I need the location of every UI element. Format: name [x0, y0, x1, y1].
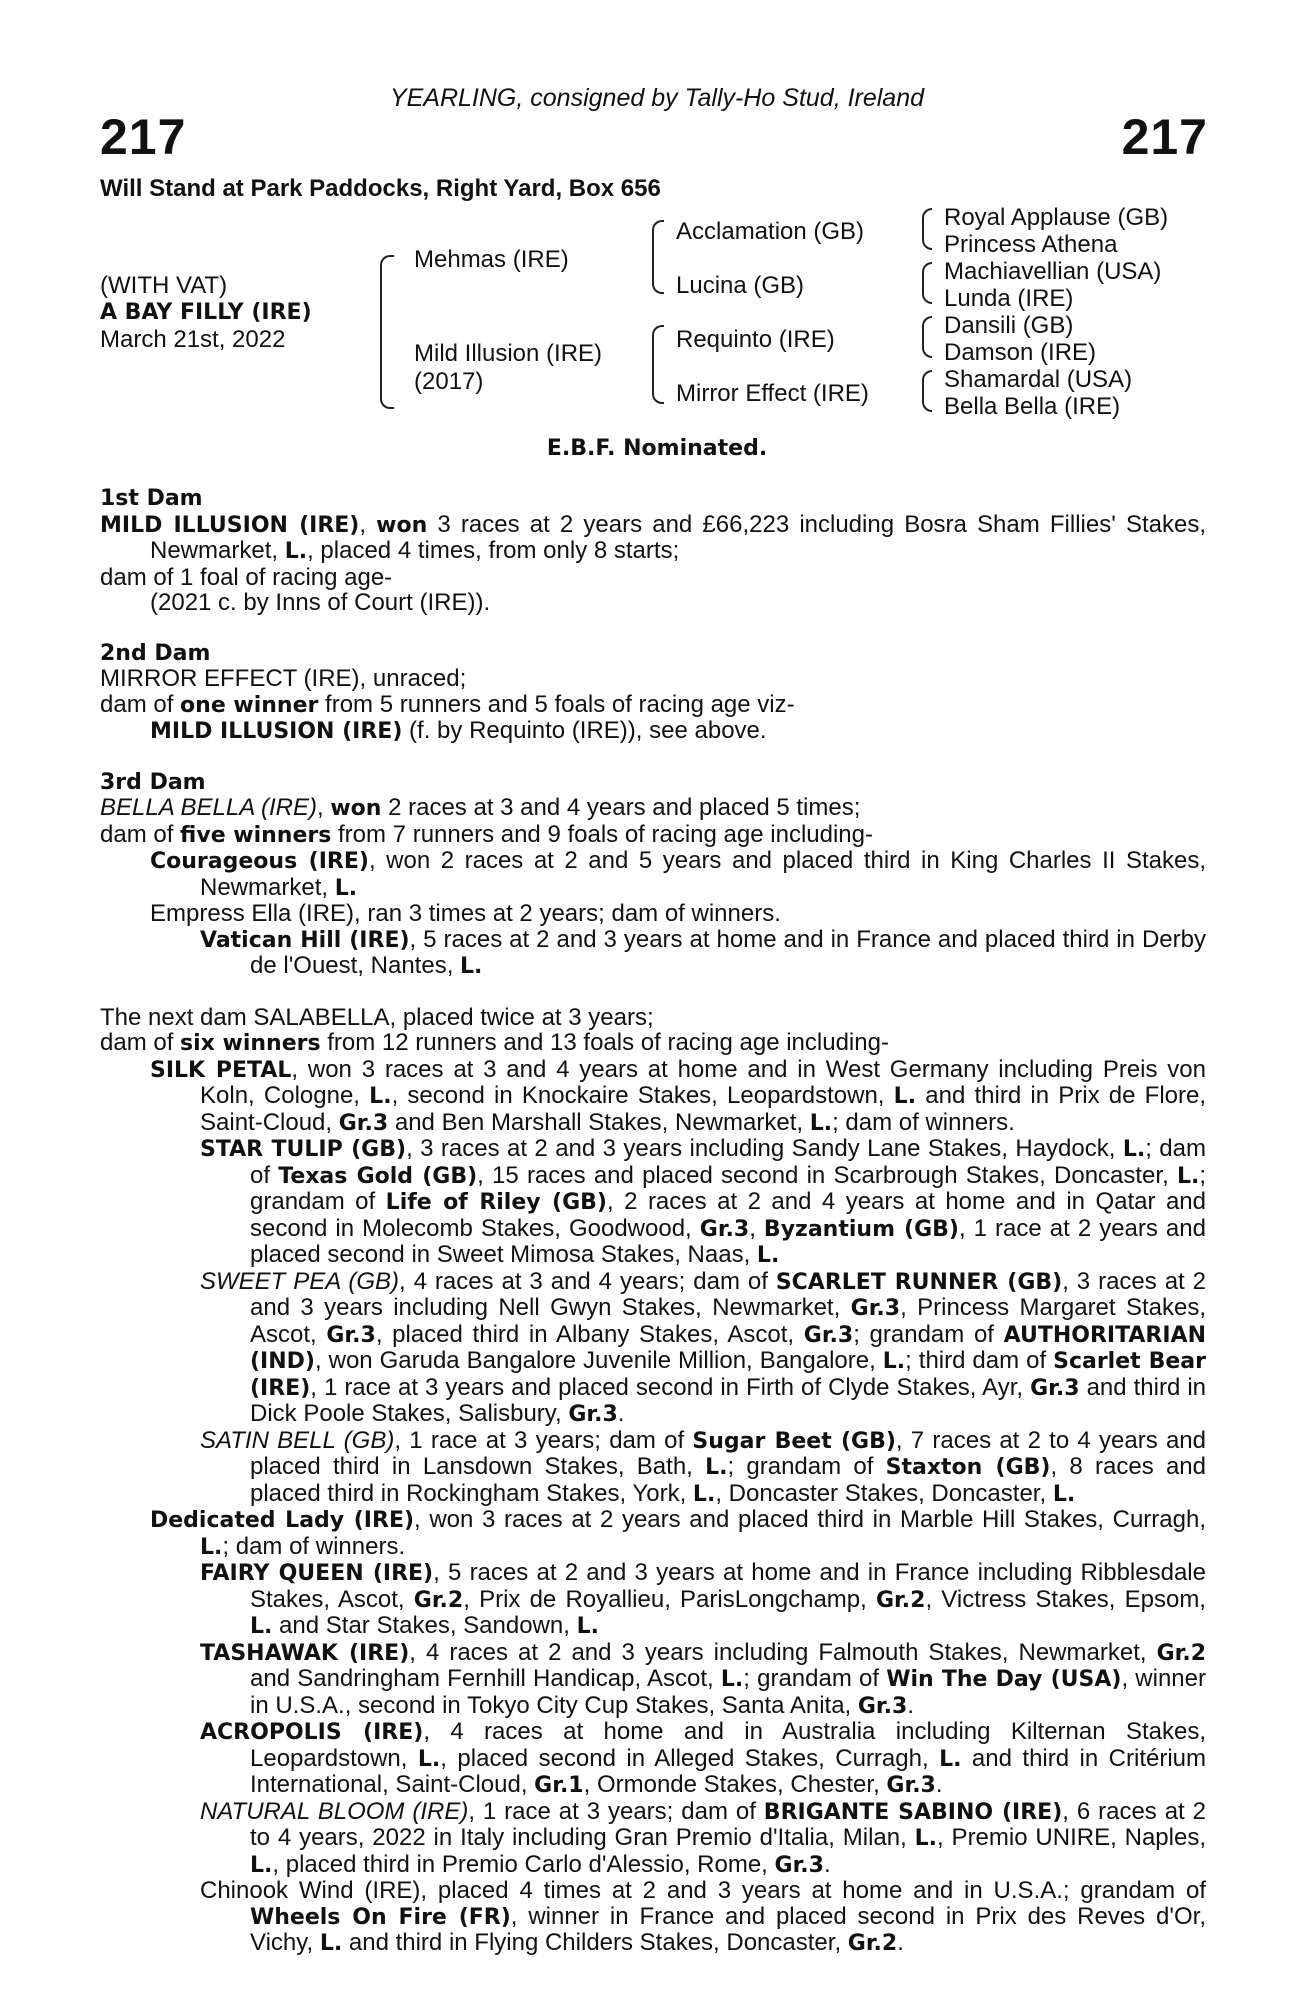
third-dam-heading: 3rd Dam: [100, 769, 206, 795]
text: Chinook Wind (IRE), placed 4 times at 2 and 3 years at home and in U.S.A.; grandam of: [200, 1877, 1206, 1904]
grade: L.: [369, 1084, 392, 1109]
third-dam-line-2: [100, 822, 1206, 849]
sire: Mehmas (IRE): [414, 246, 569, 273]
grade: L.: [756, 1243, 780, 1268]
grade: L.: [1052, 1481, 1076, 1507]
first-dam-text-1: 3 races at 2 years and £66,223 including Bosra Sham Fillies': [427, 510, 1116, 538]
entry-tashawak: [100, 1640, 1206, 1720]
text: dam of: [100, 1029, 181, 1056]
dam: Mild Illusion (IRE): [414, 340, 603, 367]
ebf-note: E.B.F. Nominated.: [546, 436, 768, 461]
text: .: [935, 1771, 943, 1798]
grade: L.: [705, 1455, 728, 1480]
grade: Gr.3: [857, 1693, 908, 1719]
stand-location: Will Stand at Park Paddocks, Right Yard, Box 656: [100, 175, 661, 202]
text: ; dam of: [250, 1135, 1206, 1189]
grade: L.: [200, 1534, 223, 1560]
text: , 1 race at 2 years and placed second in Sweet Mimosa Stakes, Naas,: [250, 1214, 1206, 1268]
text: and third in Critérium International, Saint-Cloud,: [250, 1744, 1207, 1798]
grade: L.: [939, 1746, 962, 1772]
grade: Gr.2: [1156, 1640, 1206, 1666]
horse-link: MILD ILLUSION (IRE): [150, 719, 403, 744]
third-dam-line-1: [100, 795, 1206, 822]
horse-name: AUTHORITARIAN (IND): [250, 1322, 1206, 1374]
horse-name: Texas Gold (GB): [278, 1163, 478, 1189]
grandsire-4: Lunda (IRE): [944, 285, 1074, 312]
lot-number-left: 217: [100, 109, 187, 165]
listed: L.: [334, 875, 358, 901]
entry-sweet-pea: [100, 1269, 1206, 1428]
grandsire-2: Princess Athena: [944, 231, 1118, 258]
text: ; dam of winners.: [832, 1108, 1015, 1136]
text: ; grandam of: [853, 1320, 1004, 1348]
pedigree-brace-g1: [922, 208, 932, 250]
grade: L.: [914, 1826, 938, 1851]
text: , 8 races and placed third in Rockingham Stakes, York,: [250, 1453, 1206, 1507]
horse-name: FAIRY QUEEN (IRE): [200, 1561, 434, 1586]
text: .: [897, 1929, 904, 1956]
listed: L.: [460, 954, 483, 979]
text: , winner in U.S.A., second in Tokyo City Cup Stakes, Santa Anita,: [250, 1665, 1206, 1719]
horse-name: BRIGANTE SABINO (IRE): [763, 1799, 1063, 1825]
grade: L.: [250, 1852, 273, 1878]
horse-name: Life of Riley (GB): [385, 1190, 607, 1215]
text: , Prix de Royallieu, ParisLongchamp,: [463, 1585, 876, 1613]
text: , 3 races at 2 and 3 years including Nell Gwyn Stakes, Newmarket,: [250, 1267, 1206, 1321]
consignment-line: YEARLING, consigned by Tally-Ho Stud, Ireland: [389, 84, 925, 112]
horse-name: Scarlet Bear (IRE): [250, 1349, 1206, 1401]
first-dam-name: MILD ILLUSION (IRE): [100, 512, 360, 538]
first-dam-foal: (2021 c. by Inns of Court (IRE)).: [150, 589, 491, 616]
horse-name: ACROPOLIS (IRE): [200, 1720, 424, 1745]
text: and Star Stakes, Sandown,: [272, 1612, 577, 1639]
grade: Gr.3: [326, 1322, 376, 1348]
grandsire-1: Royal Applause (GB): [944, 204, 1169, 231]
text: , 7 races at 2 to 4 years and placed third in Lansdown Stakes, Bath,: [250, 1426, 1206, 1480]
text: dam of: [100, 820, 181, 848]
grade: L.: [1176, 1163, 1200, 1189]
horse-name: SATIN BELL (GB): [200, 1426, 395, 1454]
grade: Gr.3: [803, 1322, 854, 1348]
grade: L.: [319, 1931, 343, 1956]
grandsire-8: Bella Bella (IRE): [944, 393, 1121, 420]
grade: Gr.3: [850, 1296, 901, 1321]
text: , placed third in Premio Carlo d'Alessio, Rome,: [272, 1850, 775, 1878]
horse-name: Wheels On Fire (FR): [250, 1904, 511, 1930]
first-dam-listed: L.: [284, 539, 308, 564]
lot-number-right: 217: [1121, 109, 1208, 165]
entry-acropolis: [100, 1719, 1206, 1799]
grade: L.: [576, 1614, 599, 1639]
sep: ,: [359, 510, 377, 538]
horse-name: A BAY FILLY (IRE): [100, 300, 312, 325]
text: , 1 race at 3 years; dam of: [468, 1797, 764, 1825]
grade: Gr.2: [847, 1931, 898, 1956]
grade: L.: [250, 1614, 273, 1639]
entry-natural-bloom: [100, 1799, 1206, 1879]
pedigree-brace-sire: [652, 220, 664, 294]
horse-name: Sugar Beet (GB): [692, 1428, 896, 1454]
horse-name: SWEET PEA (GB): [200, 1267, 399, 1295]
grade: Gr.2: [413, 1587, 464, 1613]
horse-name: Staxton (GB): [885, 1455, 1051, 1480]
text: , 1 race at 3 years; dam of: [394, 1426, 693, 1454]
text: , 15 races and placed second in Scarbrough Stakes, Doncaster,: [477, 1161, 1177, 1189]
text: and third in Dick Poole Stakes, Salisbury,: [250, 1373, 1207, 1427]
text: , 2 races at 2 and 4 years at home and in Qatar and second in Molecomb Stakes, Goodwood,: [250, 1188, 1207, 1242]
text: , 4 races at 3 and 4 years; dam of: [399, 1267, 776, 1295]
dam-dam: Mirror Effect (IRE): [676, 380, 869, 407]
text: , Ormonde Stakes, Chester,: [583, 1771, 887, 1798]
text: , 4 races at home and in Australia including Kilternan Stakes, Leopardstown,: [250, 1718, 1206, 1772]
text: , 3 races at 2 and 3 years including Sandy Lane Stakes, Haydock,: [406, 1135, 1123, 1162]
text: from 12 runners and 13 foals of racing age including-: [320, 1029, 889, 1056]
entry-silk-petal: [100, 1057, 1206, 1137]
catalogue-body: [100, 486, 1206, 1957]
entry-chinook-wind: [100, 1878, 1206, 1957]
grade: Gr.3: [1030, 1375, 1080, 1401]
grade: Gr.3: [338, 1110, 389, 1136]
text: , placed second in Alleged Stakes, Curragh,: [440, 1744, 940, 1772]
text: , placed third in Albany Stakes, Ascot,: [375, 1320, 804, 1348]
text: , winner in France and placed second in Prix des Reves d'Or, Vichy,: [250, 1902, 1206, 1956]
text: , won 3 races at 2 years and placed third in Marble Hill Stakes, Curragh,: [414, 1506, 1206, 1533]
grandsire-6: Damson (IRE): [944, 339, 1097, 366]
grade: L.: [893, 1084, 917, 1109]
second-dam-heading: 2nd Dam: [100, 640, 211, 666]
horse-name: TASHAWAK (IRE): [200, 1640, 410, 1666]
text: , won 3 races at 3 and 4 years at home and in West Germany including Preis von Koln, Cologne,: [200, 1055, 1206, 1109]
grade: L.: [1122, 1137, 1146, 1162]
entry-satin-bell: [100, 1428, 1206, 1508]
pedigree-brace-g2: [922, 262, 932, 304]
horse-name: Win The Day (USA): [886, 1667, 1122, 1692]
third-dam-produce-1: [100, 848, 1206, 901]
grandsire-3: Machiavellian (USA): [944, 258, 1162, 285]
text: 2 races at 3 and 4 years and placed 5 times;: [381, 794, 861, 821]
grade: Gr.3: [699, 1216, 750, 1242]
first-dam-entry: [100, 512, 1206, 565]
text: , 4 races at 2 and 3 years including Falmouth Stakes, Newmarket,: [409, 1638, 1157, 1666]
horse-name: Dedicated Lady (IRE): [150, 1508, 415, 1533]
text: , 5 races at 2 and 3 years at home and in France including Ribblesdale Stakes, Ascot,: [250, 1559, 1206, 1613]
text: and third in Flying Childers Stakes, Doncaster,: [342, 1929, 848, 1956]
grade: Gr.3: [774, 1852, 824, 1878]
text: , second in Knockaire Stakes, Leopardstown,: [391, 1082, 894, 1109]
sire-sire: Acclamation (GB): [676, 218, 865, 245]
grandsire-5: Dansili (GB): [944, 312, 1074, 339]
foaled-date: March 21st, 2022: [100, 326, 286, 353]
next-dam-line-1: The next dam SALABELLA, placed twice at 3 years;: [100, 1003, 654, 1031]
text: ; grandam of: [743, 1665, 887, 1692]
grade: L.: [692, 1481, 716, 1507]
sire-dam: Lucina (GB): [676, 272, 805, 299]
text: (f. by Requinto (IRE)), see above.: [402, 717, 767, 744]
dam-year: (2017): [414, 368, 484, 395]
grade: Gr.1: [534, 1773, 584, 1798]
horse-name: Courageous (IRE): [150, 849, 369, 874]
text: , won Garuda Bangalore Juvenile Million, Bangalore,: [314, 1347, 883, 1374]
vat-label: (WITH VAT): [100, 272, 228, 299]
grade: L.: [809, 1110, 833, 1136]
won: won: [330, 796, 382, 821]
dam-sire: Requinto (IRE): [676, 326, 835, 353]
first-dam-heading: 1st Dam: [100, 486, 203, 511]
second-dam-line-3: [100, 718, 1206, 745]
text: , Princess Margaret Stakes, Ascot,: [250, 1294, 1206, 1348]
grade: L.: [720, 1667, 744, 1692]
grade: Gr.3: [886, 1773, 936, 1798]
text: , 1 race at 3 years and placed second in Firth of Clyde Stakes, Ayr,: [310, 1373, 1031, 1401]
second-dam-line-2: [100, 692, 1206, 719]
pedigree-brace-g3: [922, 316, 932, 358]
second-dam-line-1: MIRROR EFFECT (IRE), unraced;: [100, 665, 467, 692]
entry-fairy-queen: [100, 1560, 1206, 1640]
text: from 5 runners and 5 foals of racing age viz-: [318, 690, 795, 718]
pedigree-brace-g4: [922, 370, 932, 412]
text: and third in Prix de Flore, Saint-Cloud,: [200, 1082, 1207, 1136]
text: dam of: [100, 690, 181, 718]
horse-name: Byzantium (GB): [763, 1216, 959, 1242]
text: ,: [749, 1214, 764, 1242]
text: .: [617, 1400, 625, 1427]
third-dam-produce-3: [100, 927, 1206, 980]
winner-count: one winner: [180, 692, 319, 718]
text: , 6 races at 2 to 4 years, 2022 in Italy including Gran Premio d'Italia, Milan,: [250, 1797, 1206, 1851]
text: .: [823, 1850, 831, 1878]
text: ; grandam of: [250, 1161, 1207, 1215]
text: , won 2 races at 2 and 5 years and placed third in King Charles II Stakes, Newmarket,: [200, 847, 1206, 901]
winner-count: five winners: [180, 822, 332, 848]
horse-name: STAR TULIP (GB): [200, 1137, 407, 1162]
horse-name: SCARLET RUNNER (GB): [775, 1269, 1063, 1295]
grandsire-7: Shamardal (USA): [944, 366, 1133, 393]
first-dam-text-2: Stakes, Newmarket,: [150, 510, 1207, 564]
text: , Doncaster Stakes, Doncaster,: [715, 1479, 1053, 1507]
next-dam-line-2: [100, 1030, 1206, 1057]
grade: Gr.3: [568, 1402, 618, 1427]
entry-dedicated-lady: [100, 1507, 1206, 1560]
pedigree-brace-main: [380, 255, 394, 409]
text: and Ben Marshall Stakes, Newmarket,: [388, 1108, 810, 1136]
text: ,: [316, 794, 331, 821]
grade: Gr.2: [876, 1587, 926, 1613]
text: ; dam of winners.: [222, 1532, 406, 1560]
pedigree-brace-dam: [652, 325, 664, 404]
grade: L.: [882, 1349, 906, 1374]
first-dam-won: won: [376, 512, 428, 538]
horse-name: NATURAL BLOOM (IRE): [200, 1797, 469, 1825]
text: ; grandam of: [727, 1453, 886, 1480]
text: , 5 races at 2 and 3 years at home and in France and placed third in Derby de l'Ouest, Nantes,: [250, 925, 1206, 979]
entry-star-tulip: [100, 1136, 1206, 1269]
first-dam-text-3: , placed 4 times, from only 8 starts;: [307, 537, 680, 564]
third-dam-produce-2: Empress Ella (IRE), ran 3 times at 2 years; dam of winners.: [150, 900, 781, 927]
text: and Sandringham Fernhill Handicap, Ascot,: [250, 1665, 721, 1692]
horse-name: SILK PETAL: [150, 1057, 292, 1083]
winner-count: six winners: [180, 1031, 321, 1056]
text: ; third dam of: [905, 1347, 1054, 1374]
horse-name: Vatican Hill (IRE): [200, 927, 410, 953]
dam-name: BELLA BELLA (IRE): [100, 794, 317, 821]
text: .: [907, 1691, 914, 1719]
text: , Victress Stakes, Epsom,: [925, 1585, 1206, 1613]
first-dam-produce-line: dam of 1 foal of racing age-: [100, 563, 393, 591]
text: , Premio UNIRE, Naples,: [937, 1824, 1206, 1851]
text: from 7 runners and 9 foals of racing age including-: [331, 820, 873, 848]
grade: L.: [417, 1746, 441, 1772]
